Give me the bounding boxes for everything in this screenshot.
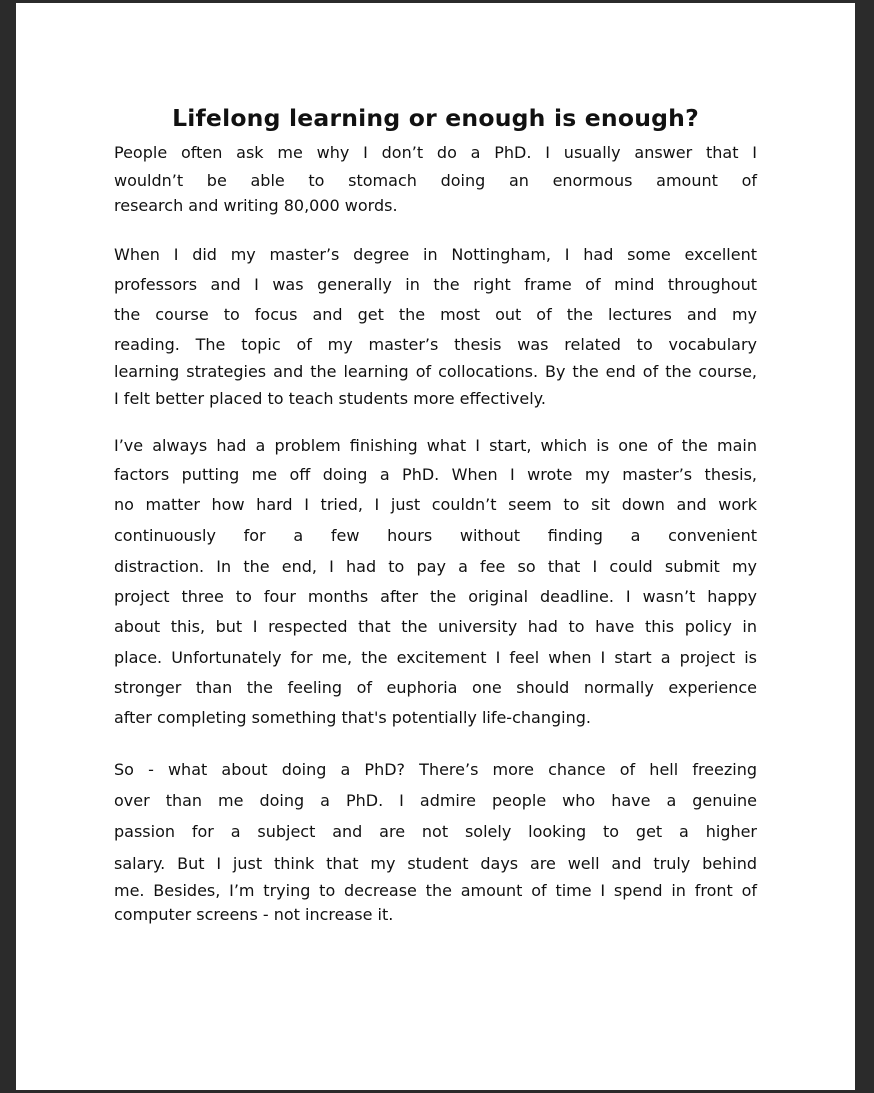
document-body <box>114 102 757 927</box>
text-line <box>114 490 757 520</box>
text-segment: about this, but I respected that the university had to have this policy <box>114 617 743 636</box>
vocabulary-phrase: in <box>742 617 757 636</box>
text-segment: . In the end, I had to pay a fee so that I could <box>199 557 665 576</box>
text-segment: People often ask me why I don’t <box>114 143 437 162</box>
text-line <box>114 642 757 673</box>
text-segment: one should normally experience <box>457 678 758 697</box>
text-segment: looking to get a higher <box>511 822 758 841</box>
text-segment: me. Besides, I’m trying to decrease the amount of time I spend in front of <box>114 881 757 900</box>
text-segment: stronger than the feeling of <box>114 678 387 697</box>
text-segment: . <box>585 708 591 727</box>
text-segment: research and writing 80,000 words. <box>114 196 398 215</box>
document-title: Lifelong learning or enough is enough? <box>172 104 699 132</box>
text-line <box>114 612 757 642</box>
text-line <box>114 270 757 299</box>
text-segment: hard I tried, I just couldn’t seem to sit down and work <box>244 495 757 514</box>
text-line <box>114 816 757 848</box>
paragraph-list <box>114 137 757 927</box>
vocabulary-phrase: life-changing <box>481 708 586 727</box>
text-segment: When I did my master’s degree in Nottingham, I had some excellent <box>114 245 757 264</box>
text-line <box>114 673 757 703</box>
text-segment: I felt <box>114 389 156 408</box>
text-segment: the course to focus and <box>114 305 358 324</box>
vocabulary-phrase: deadline <box>540 587 609 606</box>
vocabulary-phrase: stomach <box>348 171 417 190</box>
text-line <box>114 785 757 816</box>
text-line <box>114 384 757 413</box>
text-segment: continuously for a few hours without finding a <box>114 526 669 545</box>
text-line <box>114 360 757 384</box>
text-segment: was related to vocabulary <box>501 335 757 354</box>
text-segment: the lectures and my <box>551 305 758 324</box>
vocabulary-phrase: do a PhD <box>436 143 527 162</box>
text-segment: than me doing a PhD. I admire people who <box>149 791 612 810</box>
text-segment: my <box>719 557 758 576</box>
paragraph <box>114 754 757 927</box>
text-segment: doing a PhD. When I wrote my master’s thesis, <box>310 465 758 484</box>
vocabulary-phrase: distraction <box>114 557 200 576</box>
text-segment: computer screens - not increase it. <box>114 905 394 924</box>
text-line <box>114 754 757 785</box>
text-line <box>114 520 757 551</box>
text-segment: doing an <box>416 171 553 190</box>
vocabulary-phrase: solely <box>464 822 512 841</box>
vocabulary-phrase: passion <box>114 822 176 841</box>
text-segment: project three to four months after the original <box>114 587 540 606</box>
vocabulary-phrase: place <box>114 648 158 667</box>
text-line <box>114 137 757 168</box>
text-segment: for a subject and are not <box>175 822 465 841</box>
text-segment <box>676 791 692 810</box>
vocabulary-phrase: putting me off <box>181 465 311 484</box>
vocabulary-phrase: frame of mind <box>524 275 655 294</box>
text-line <box>114 431 757 460</box>
text-segment: after completing something that's potentially <box>114 708 482 727</box>
text-segment: . I wasn’t happy <box>608 587 758 606</box>
vocabulary-phrase: get the most out of <box>357 305 552 324</box>
text-line <box>114 551 757 582</box>
text-line <box>114 582 757 612</box>
text-line <box>114 903 757 927</box>
text-segment: learning strategies and the learning of collocations. By the end of the course, <box>114 362 757 381</box>
paragraph <box>114 137 757 218</box>
paragraph <box>114 431 757 733</box>
vocabulary-phrase: submit <box>664 557 720 576</box>
text-segment: So - what about doing a PhD? There’s more chance of hell <box>114 760 693 779</box>
text-line <box>114 330 757 360</box>
text-segment: . I usually answer that I <box>526 143 758 162</box>
text-segment: throughout <box>654 275 758 294</box>
text-segment: factors <box>114 465 182 484</box>
paragraph <box>114 240 757 413</box>
vocabulary-phrase: better placed <box>155 389 263 408</box>
vocabulary-phrase: euphoria <box>386 678 458 697</box>
text-segment: reading. The topic of my master’s <box>114 335 455 354</box>
vocabulary-phrase: have a <box>611 791 677 810</box>
vocabulary-phrase: well and truly <box>567 854 691 873</box>
vocabulary-phrase: genuine <box>692 791 757 810</box>
vocabulary-phrase: enormous <box>552 171 633 190</box>
text-line <box>114 879 757 903</box>
text-line <box>114 460 757 490</box>
text-segment: wouldn’t be able to <box>114 171 349 190</box>
text-line <box>114 703 757 733</box>
vocabulary-phrase: freezing <box>692 760 757 779</box>
text-line <box>114 299 757 330</box>
vocabulary-phrase: no matter how <box>114 495 245 514</box>
text-line <box>114 168 757 194</box>
text-segment: behind <box>690 854 758 873</box>
text-line <box>114 240 757 270</box>
vocabulary-phrase: convenient <box>668 526 757 545</box>
document-page <box>16 3 855 1090</box>
vocabulary-phrase: thesis <box>454 335 502 354</box>
text-segment: professors and I was generally in the right <box>114 275 525 294</box>
text-line <box>114 194 757 218</box>
text-segment: salary. But I just think that my student days are <box>114 854 568 873</box>
vocabulary-phrase: over <box>114 791 150 810</box>
text-line <box>114 848 757 879</box>
text-segment: . Unfortunately for me, the excitement I feel when I start a project is <box>157 648 757 667</box>
text-segment: amount of <box>632 171 757 190</box>
text-segment: to teach students more effectively. <box>262 389 546 408</box>
text-segment: I’ve always had a problem finishing what I start, which is one of the main <box>114 436 757 455</box>
